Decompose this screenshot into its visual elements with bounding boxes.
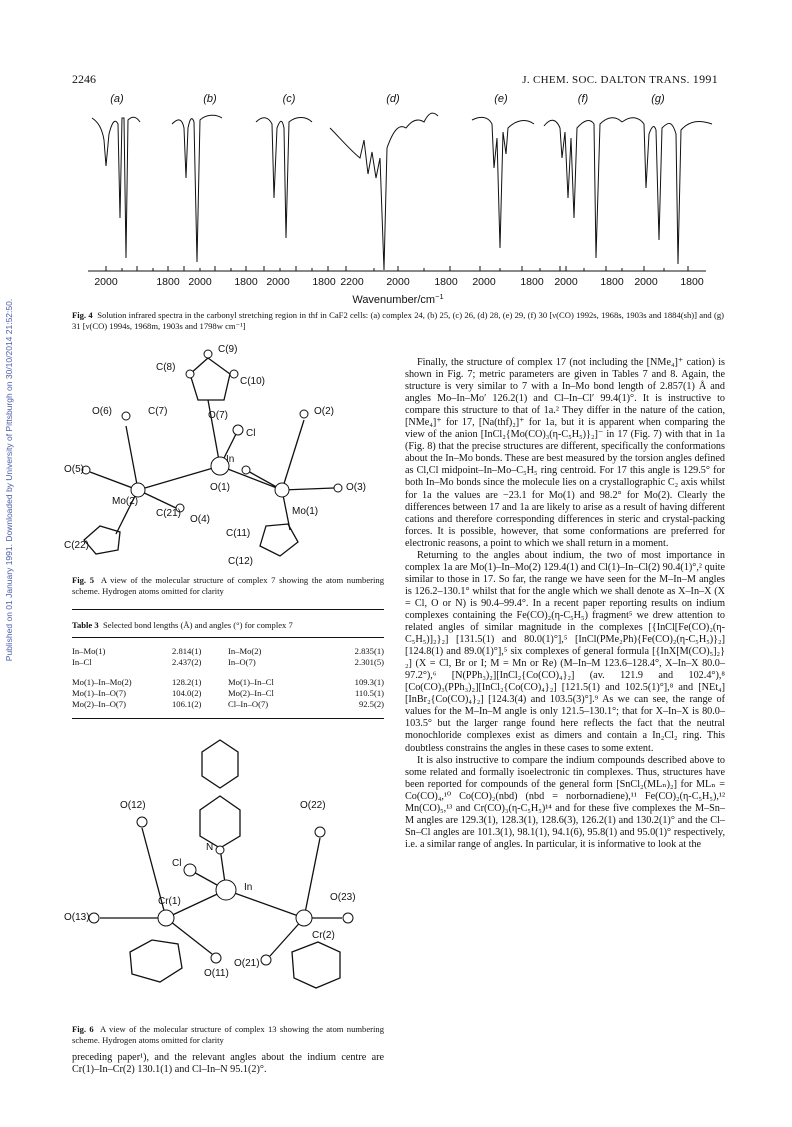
- tick-label: 1800: [520, 276, 544, 288]
- caption-text: Solution infrared spectra in the carbonyl stretching region in thf in CaF2 cells: (a) complex 24, (b) 25, (c) 26, (d) 28, (e) 29, (f) 30 [ν(CO) 1992s, 1968s, 1903s and 1884(sh)] and (g) 31 [ν(CO) 1994s, 1968m, 1903s and 1798w cm⁻¹]: [72, 310, 725, 331]
- atom-label: O(12): [120, 800, 146, 811]
- ring-c11-c12: [260, 524, 298, 556]
- table-cell: Cl–In–O(7): [228, 698, 269, 709]
- atom-o22: [315, 827, 325, 837]
- table-cell: 2.437(2): [172, 656, 202, 667]
- table-cell: Mo(2)–In–Cl: [228, 687, 274, 698]
- x-axis-title-sup: −1: [435, 292, 444, 301]
- download-watermark: [2, 200, 16, 760]
- atom-label: Mo(2): [112, 496, 139, 507]
- table-row: [72, 656, 384, 667]
- table-3-bond-angles: [72, 676, 384, 709]
- tick-label: 2000: [386, 276, 410, 288]
- atom-label: O(11): [204, 968, 229, 979]
- atom-in: [216, 880, 236, 900]
- panel-label-f: (f): [577, 93, 589, 105]
- ring-cr1-arene: [130, 940, 182, 982]
- spectrum-c: [256, 118, 312, 239]
- atom-label: Cr(1): [158, 896, 181, 907]
- atom-label: O(3): [346, 482, 366, 493]
- atom-cl: [233, 425, 243, 435]
- atom-label: O(2): [314, 406, 334, 417]
- tick-label: 2200: [340, 276, 364, 288]
- tick-label: 2000: [554, 276, 578, 288]
- spectrum-d: [330, 113, 438, 270]
- tick-label: 2000: [266, 276, 290, 288]
- atom-label: C(10): [240, 376, 266, 387]
- table-cell: 104.0(2): [172, 687, 202, 698]
- caption-label: Fig. 5: [72, 575, 95, 585]
- table-title-label: Table 3: [72, 620, 99, 630]
- atom-label: In: [244, 882, 253, 893]
- table-row: [72, 687, 384, 698]
- atom-label: O(23): [330, 892, 356, 903]
- paragraph: It is also instructive to compare the indium compounds described above to some related and formally isoelectronic tin complexes. Thus, structures have been reported for compounds of the general form [SnCl₂(MLₙ)₂] for MLₙ = Co(CO)₄,¹⁰ Co(CO)₂(nbd) (nbd = norbornadiene),¹¹ Fe(CO)₂(η-C₅H₅),¹² Mn(CO)₅,¹³ and Cr(CO)₃(η-C₅H₅)¹⁴ and for these five complexes the M–Sn–M angles are 129.3(1), 128.3(1), 128.6(3), 126.2(1) and 130.2(1)° and the Cl–Sn–Cl angles are 101.3(1), 98.1(1), 94.1(6), 95.8(1) and 95.0(1)° respectively, i.e. a similar range of angles. In particular, it is informative to look at the: [405, 754, 725, 850]
- caption-label: Fig. 6: [72, 1024, 94, 1034]
- atom-o1: [242, 466, 250, 474]
- tick-label: 2000: [94, 276, 118, 288]
- atom-o6: [122, 412, 130, 420]
- spectrum-g: [622, 118, 712, 264]
- table-cell: Mo(1)–In–O(7): [72, 687, 126, 698]
- table-cell: 2.835(1): [354, 645, 384, 656]
- spectrum-e: [472, 117, 534, 248]
- spectrum-a: [92, 117, 140, 258]
- table-cell: In–Mo(2): [228, 645, 262, 656]
- atom-o12: [137, 817, 147, 827]
- ring-c21-c22: [84, 526, 120, 554]
- tick-label: 1800: [312, 276, 336, 288]
- x-axis-title-text: Wavenumber/cm: [352, 294, 436, 306]
- table-cell: In–O(7): [228, 656, 256, 667]
- figure-6-caption: [72, 1024, 384, 1046]
- ring-pyridine-upper: [202, 740, 238, 788]
- panel-label-b: (b): [203, 93, 217, 105]
- table-cell: 2.814(1): [172, 645, 202, 656]
- x-axis-title: [352, 292, 443, 306]
- atom-n: [216, 846, 224, 854]
- atom-label: Cl: [246, 428, 256, 439]
- panel-label-g: (g): [651, 93, 665, 105]
- panel-label-a: (a): [110, 93, 124, 105]
- table-title-text: Selected bond lengths (Å) and angles (°) for complex 7: [102, 620, 293, 630]
- atom-label: Mo(1): [292, 506, 319, 517]
- atom-label: C(7): [148, 406, 168, 417]
- atom-label: C(9): [218, 344, 238, 355]
- right-column-text: [405, 357, 725, 851]
- atom-o21: [261, 955, 271, 965]
- atom-mo2: [131, 483, 145, 497]
- tick-label: 1800: [600, 276, 624, 288]
- figure-6-structure: [60, 730, 390, 1020]
- download-watermark-text: Published on 01 January 1991. Downloaded by University of Pittsburgh on 30/10/2014 21:52:50.: [4, 298, 14, 662]
- table-cell: In–Mo(1): [72, 645, 106, 656]
- table-3-title: [72, 620, 384, 631]
- atom-c8: [186, 370, 194, 378]
- atom-o11: [211, 953, 221, 963]
- atom-label: C(21): [156, 508, 182, 519]
- atom-c10: [230, 370, 238, 378]
- atom-label: O(4): [190, 514, 210, 525]
- tick-label: 2000: [472, 276, 496, 288]
- atom-o2: [300, 410, 308, 418]
- atom-label: C(8): [156, 362, 176, 373]
- paragraph: preceding paper¹), and the relevant angles about the indium centre are Cr(1)–In–Cr(2) 130.1(1) and Cl–In–N 95.1(2)°.: [72, 1052, 384, 1076]
- table-cell: 109.3(1): [354, 676, 384, 687]
- atom-cr1: [158, 910, 174, 926]
- panel-label-c: (c): [282, 93, 296, 105]
- table-cell: 128.2(1): [172, 676, 202, 687]
- table-cell: Mo(1)–In–Cl: [228, 676, 274, 687]
- figure-4-spectra: [60, 88, 732, 310]
- paragraph: Finally, the structure of complex 17 (not including the [NMe₄]⁺ cation) is shown in Fig. 7; metric parameters are given in Tables 7 and 8. Again, the structure is very similar to 7 with a In–Mo bond length of 2.857(1) Å and angles Mo–In–Mo′ 126.2(1) and Cl–In–Cl′ 99.4(1)°. It is instructive to compare this structure to that of 1a.² They differ in the nature of the cation, [NMe₄]⁺ for 17, [Na(thf)₂]⁺ for 1a, but it is apparent when comparing the view of the anion [InCl₂{Mo(CO)₃(η-C₅H₅)}₂]⁻ in 17 (Fig. 7) with that in 1a (Fig. 8) that the precise structures are different, specifically the conformations about the In–Mo bonds. These are best measured by the torsion angles defined as Cl,Cl midpoint–In–Mo–C₅H₅ ring centroid. For 17 this angle is 129.5° for both In–Mo bonds since the molecule lies on a crystallographic C₂ axis whilst for 1a the values are −23.1 for Mo(1) and 98.2° for Mo(2). Clearly the differences between 17 and 1a are likely to arise as a result of having different cations and therefore corresponding differences in steric and crystal-packing forces. It is possible, however, that some conformations are preferred for electronic reasons, a point to which we shall return in a moment.: [405, 357, 725, 549]
- spectrum-b: [172, 115, 222, 262]
- atom-label: C(12): [228, 556, 254, 567]
- atom-cr2: [296, 910, 312, 926]
- figure-4-caption: [72, 310, 724, 332]
- caption-text: A view of the molecular structure of complex 7 showing the atom numbering scheme. Hydrogen atoms omitted for clarity: [72, 575, 384, 596]
- table-cell: Mo(2)–In–O(7): [72, 698, 126, 709]
- paragraph: Returning to the angles about indium, the two of most importance in complex 1a are Mo(1)–In–Mo(2) 129.4(1) and Cl(1)–In–Cl(2) 90.4(1)°,² quite similar to those in 17. So far, the range we have seen for the M–In–M angles is 126.2–130.1° whilst that for the angle which we shall denote as X–In–X (X = Cl, O or N) is 90.4–99.4°. In a recent paper reporting results on indium complexes containing the Fe(CO)₂(η-C₅H₅) fragment⁵ we drew attention to related angles of similar magnitude in the complexes [{InCl[Fe(CO)₂(η-C₅H₅)]₂}₂] [131.5(1) and 80.0(1)°],⁵ [InCl(PMe₂Ph){Fe(CO)₂(η-C₅H₅)}₂] [124.8(1) and 89.0(1)°],⁵ six complexes of general formula [{InX[M(CO)₅]₂}₂] (X = Cl, Br or I; M = Mn or Re) (M–In–M 123.6–128.4°, X–In–X 80.0–97.2°),⁶ [N(PPh₃)₂][InCl₂{Co(CO)₄}₂] (av. 121.9 and 102.4°),⁸ [Co(CO)₃(PPh₃)₂][InCl₂{Co(CO)₄}₂] [121.5(1) and 102.5(1)°],⁸ and [NEt₄][InBr₂{Co(CO)₄}₂] [124.3(4) and 103.5(3)°].⁹ As we can see, the range of values for the M–In–M angle is only 121.5–130.1°; that for X–In–X is 80.0–103.5° but the larger range found here reflects the fact that the neutral monochloride complexes exist as dimers and contain a In₂Cl₂ ring. This doubtless constrains the angles in these cases to some extent.: [405, 549, 725, 754]
- table-cell: 106.1(2): [172, 698, 202, 709]
- figure-5-caption: [72, 575, 384, 597]
- table-row: [72, 645, 384, 656]
- atom-label: In: [226, 454, 235, 465]
- panel-label-d: (d): [386, 93, 400, 105]
- tick-label: 2000: [634, 276, 658, 288]
- caption-label: Fig. 4: [72, 310, 93, 320]
- page-number: 2246: [72, 72, 96, 86]
- atom-label: Cr(2): [312, 930, 335, 941]
- tick-label: 2000: [188, 276, 212, 288]
- atom-mo1: [275, 483, 289, 497]
- table-3-top-rule: [72, 609, 384, 610]
- journal-year: 1991: [692, 72, 718, 86]
- left-column-text: [72, 1052, 384, 1076]
- atom-label: O(22): [300, 800, 326, 811]
- table-cell: Mo(1)–In–Mo(2): [72, 676, 132, 687]
- atom-label: O(13): [64, 912, 90, 923]
- tick-label: 1800: [680, 276, 704, 288]
- atom-label: C(11): [226, 528, 251, 539]
- journal-header: [522, 72, 718, 87]
- tick-label: 1800: [234, 276, 258, 288]
- table-cell: 2.301(5): [354, 656, 384, 667]
- atom-o23: [343, 913, 353, 923]
- figure-5-structure: [60, 340, 390, 575]
- table-3-bottom-rule: [72, 718, 384, 719]
- atom-label: C(22): [64, 540, 90, 551]
- atom-o13: [89, 913, 99, 923]
- table-3-bond-lengths: [72, 645, 384, 667]
- atom-label: O(5): [64, 464, 84, 475]
- table-3-mid-rule: [72, 637, 384, 638]
- spectrum-f: [544, 118, 622, 258]
- tick-label: 1800: [156, 276, 180, 288]
- tick-label: 1800: [434, 276, 458, 288]
- atom-label: O(1): [210, 482, 230, 493]
- ring-cr2-arene: [292, 942, 340, 988]
- atom-cl: [184, 864, 196, 876]
- atom-o3: [334, 484, 342, 492]
- table-cell: 110.5(1): [354, 687, 384, 698]
- caption-text: A view of the molecular structure of complex 13 showing the atom numbering scheme. Hydrogen atoms omitted for clarity: [72, 1024, 384, 1045]
- atom-label: Cl: [172, 858, 182, 869]
- table-cell: In–Cl: [72, 656, 92, 667]
- atom-label: O(7): [208, 410, 228, 421]
- ring-pyridine-lower: [200, 796, 240, 848]
- table-cell: 92.5(2): [358, 698, 384, 709]
- atom-label: N: [206, 842, 214, 853]
- ring-c7-c10: [190, 358, 230, 400]
- table-row: [72, 676, 384, 687]
- journal-name: J. CHEM. SOC. DALTON TRANS.: [522, 74, 690, 86]
- table-row: [72, 698, 384, 709]
- atom-label: O(21): [234, 958, 260, 969]
- atom-label: O(6): [92, 406, 112, 417]
- atom-c9: [204, 350, 212, 358]
- panel-label-e: (e): [494, 93, 508, 105]
